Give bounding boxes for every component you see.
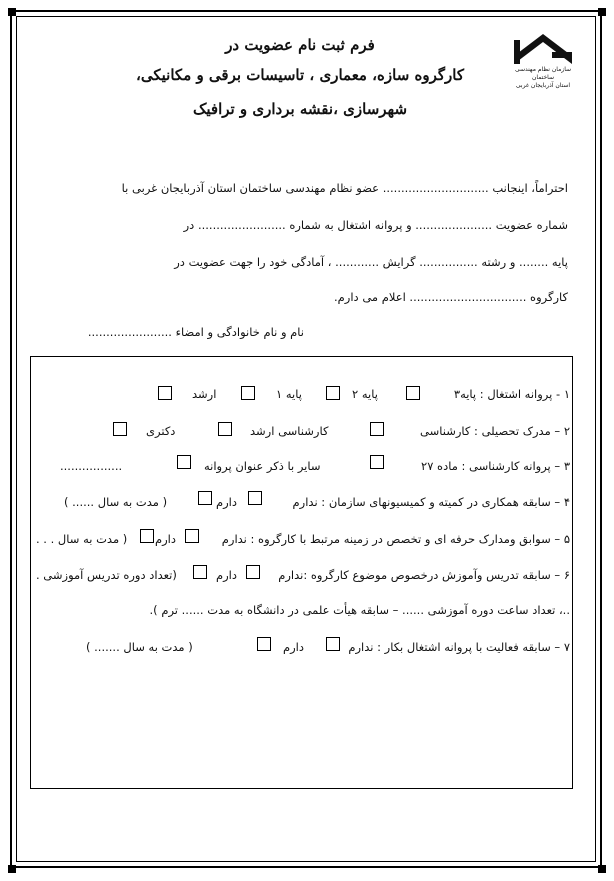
- checkbox-senior[interactable]: [158, 386, 172, 400]
- corner-ornament: [598, 8, 606, 16]
- intro-line-1: احتراماً، اینجانب ............................. عضو نظام مهندسی ساختمان استان آذربایجان غربی با: [121, 181, 568, 195]
- teaching-courses: (تعداد دوره تدریس آموزشی .: [36, 568, 177, 582]
- option-grade-1-label: پایه ۱: [276, 387, 302, 401]
- checkbox-committee-yes[interactable]: [198, 491, 212, 505]
- item-1-label: ۱ - پروانه اشتغال : پایه۳: [453, 387, 570, 401]
- option-grade-2-label: پایه ۲: [352, 387, 378, 401]
- records-yes-label: دارم: [155, 532, 176, 546]
- activity-yes-label: دارم: [283, 640, 304, 654]
- checkbox-records-no[interactable]: [185, 529, 199, 543]
- checkbox-activity-no[interactable]: [326, 637, 340, 651]
- committee-duration: ( مدت به سال ...... ): [64, 495, 168, 509]
- item-4-label: ۴ – سابقه همکاری در کمیته و کمیسیونهای سازمان : ندارم: [292, 495, 570, 509]
- checkbox-article-27[interactable]: [370, 455, 384, 469]
- option-senior-label: ارشد: [192, 387, 217, 401]
- corner-ornament: [8, 865, 16, 873]
- checkbox-other-license[interactable]: [177, 455, 191, 469]
- checkbox-committee-no[interactable]: [248, 491, 262, 505]
- item-7-label: ۷ – سابقه فعالیت با پروانه اشتغال بکار : ندارم: [348, 640, 570, 654]
- corner-ornament: [598, 865, 606, 873]
- intro-line-3: پایه ........ و رشته ................ گرایش ............ ، آمادگی خود را جهت عضویت در: [174, 255, 568, 269]
- checkbox-bachelor[interactable]: [370, 422, 384, 436]
- checkbox-teaching-yes[interactable]: [193, 565, 207, 579]
- checkbox-records-yes[interactable]: [140, 529, 154, 543]
- item-6-line-2: ..، تعداد ساعت دوره آموزشی ...... – سابقه هیأت علمی در دانشگاه به مدت ...... ترم ).: [149, 603, 570, 617]
- logo-text-line: سازمان نظام مهندسی ساختمان: [514, 66, 572, 81]
- checkbox-grade-2[interactable]: [326, 386, 340, 400]
- logo-caption: [508, 66, 578, 90]
- form-title-line-3: شهرسازی ،نقشه برداری و ترافیک: [192, 100, 408, 118]
- checkbox-grade-1[interactable]: [241, 386, 255, 400]
- committee-yes-label: دارم: [216, 495, 237, 509]
- option-masters-label: کارشناسی ارشد: [250, 424, 329, 438]
- checkbox-masters[interactable]: [218, 422, 232, 436]
- corner-ornament: [8, 8, 16, 16]
- logo-text-line: استان آذربایجان غربی: [515, 82, 571, 89]
- option-doctorate-label: دکتری: [146, 424, 176, 438]
- signature-line: نام و نام خانوادگی و امضاء .......................: [87, 325, 304, 339]
- item-5-label: ۵ – سوابق ومدارک حرفه ای و تخصص در زمینه مرتبط با کارگروه : ندارم: [221, 532, 570, 546]
- form-title-line-2: کارگروه سازه، معماری ، تاسیسات برقی و مکانیکی،: [136, 66, 464, 84]
- checkbox-doctorate[interactable]: [113, 422, 127, 436]
- form-title-line-1: فرم ثبت نام عضویت در: [225, 36, 375, 54]
- item-2-label: ۲ – مدرک تحصیلی : کارشناسی: [420, 424, 570, 438]
- records-duration: ( مدت به سال . . .: [36, 532, 128, 546]
- checkbox-activity-yes[interactable]: [257, 637, 271, 651]
- other-license-blank[interactable]: .................: [60, 459, 123, 473]
- intro-line-4: کارگروه ................................ اعلام می دارم.: [334, 290, 568, 304]
- activity-duration: ( مدت به سال ....... ): [86, 640, 193, 654]
- item-6-label: ۶ – سابقه تدریس وآموزش درخصوص موضوع کارگروه :ندارم: [278, 568, 570, 582]
- item-3-label: ۳ – پروانه کارشناسی : ماده ۲۷: [421, 459, 570, 473]
- teaching-yes-label: دارم: [216, 568, 237, 582]
- intro-line-2: شماره عضویت ..................... و پروانه اشتغال به شماره ........................ در: [183, 218, 568, 232]
- checkbox-grade-3[interactable]: [406, 386, 420, 400]
- checkbox-teaching-no[interactable]: [246, 565, 260, 579]
- option-other-license-label: سایر با ذکر عنوان پروانه: [204, 459, 321, 473]
